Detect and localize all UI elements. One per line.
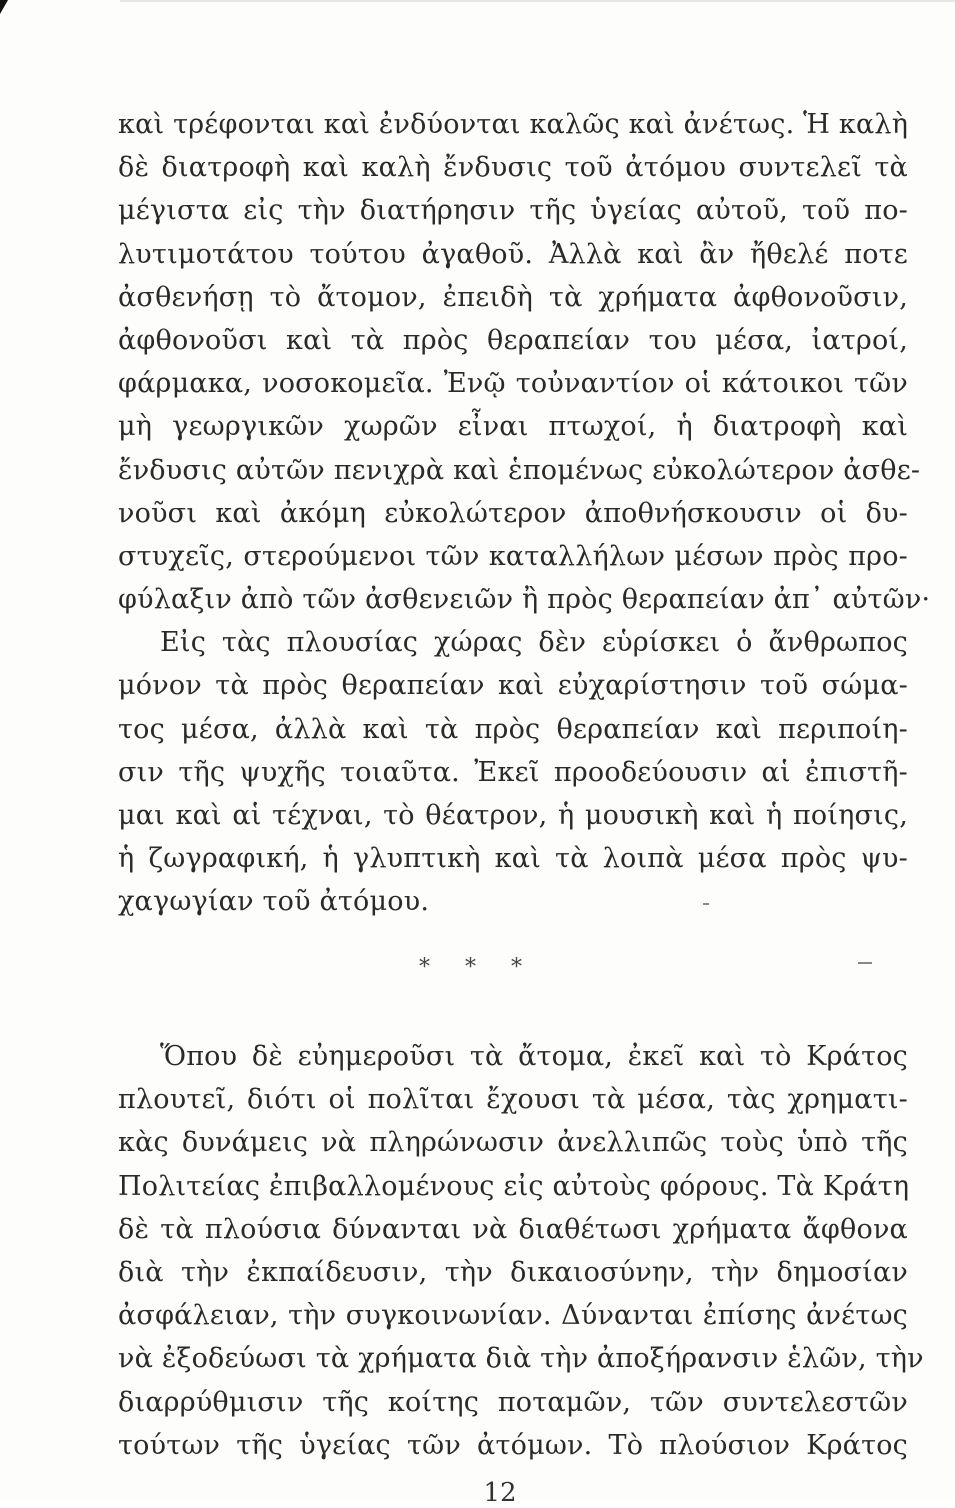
- text-line: νοῦσι καὶ ἀκόμη εὐκολώτερον ἀποθνήσκουσιν οἱ δυ-: [118, 497, 908, 529]
- text-line: χαγωγίαν τοῦ ἀτόμου.: [118, 886, 430, 918]
- text-line: νὰ ἐξοδεύωσι τὰ χρήματα διὰ τὴν ἀποξήρανσιν ἑλῶν, τὴν: [118, 1343, 924, 1375]
- text-line: τος μέσα, ἀλλὰ καὶ τὰ πρὸς θεραπείαν καὶ περιποίη-: [118, 713, 908, 745]
- text-line: λυτιμοτάτου τούτου ἀγαθοῦ. Ἀλλὰ καὶ ἂν ἤθελέ ποτε: [118, 238, 908, 270]
- text-line: διαρρύθμισιν τῆς κοίτης ποταμῶν, τῶν συντελεστῶν: [118, 1386, 908, 1418]
- text-line: ἀσφάλειαν, τὴν συγκοινωνίαν. Δύνανται ἐπίσης ἀνέτως: [118, 1300, 908, 1332]
- text-line: μαι καὶ αἱ τέχναι, τὸ θέατρον, ἡ μουσικὴ καὶ ἡ ποίησις,: [118, 800, 908, 831]
- text-line: φύλαξιν ἀπὸ τῶν ἀσθενειῶν ἢ πρὸς θεραπείαν ἀπ᾽ αὐτῶν·: [118, 584, 931, 616]
- text-line: Ὅπου δὲ εὐημεροῦσι τὰ ἄτομα, ἐκεῖ καὶ τὸ Κράτος: [160, 1041, 908, 1072]
- paragraph-1: [118, 103, 931, 621]
- text-line: μόνον τὰ πρὸς θεραπείαν καὶ εὐχαρίστησιν τοῦ σώμα-: [118, 670, 908, 702]
- text-line: τούτων τῆς ὑγείας τῶν ἀτόμων. Τὸ πλούσιον Κράτος: [118, 1429, 908, 1461]
- scan-corner-mark: [0, 0, 8, 14]
- text-line: Πολιτείας ἐπιβαλλομένους εἰς αὐτοὺς φόρους. Τὰ Κράτη: [118, 1170, 910, 1202]
- text-line: ἀσθενήσῃ τὸ ἄτομον, ἐπειδὴ τὰ χρήματα ἀφθονοῦσιν,: [118, 281, 908, 313]
- main-text-upper: [118, 103, 931, 924]
- main-text-lower: [118, 1035, 924, 1467]
- paragraph-2: [118, 621, 908, 923]
- page-number: 12: [483, 1478, 517, 1508]
- text-line: ἀφθονοῦσι καὶ τὰ πρὸς θεραπείαν του μέσα, ἰατροί,: [118, 324, 908, 356]
- text-line: πλουτεῖ, διότι οἱ πολῖται ἔχουσι τὰ μέσα, τὰς χρηματι-: [118, 1084, 908, 1116]
- text-line: δὲ τὰ πλούσια δύνανται νὰ διαθέτωσι χρήματα ἄφθονα: [118, 1213, 908, 1245]
- text-line: σιν τῆς ψυχῆς τοιαῦτα. Ἐκεῖ προοδεύουσιν αἱ ἐπιστῆ-: [118, 756, 908, 788]
- text-line: φάρμακα, νοσοκομεῖα. Ἐνῷ τοὐναντίον οἱ κάτοικοι τῶν: [118, 368, 908, 400]
- text-line: καὶ τρέφονται καὶ ἐνδύονται καλῶς καὶ ἀνέτως. Ἡ καλὴ: [118, 109, 909, 140]
- scan-top-edge: [120, 0, 955, 2]
- text-line: στυχεῖς, στερούμενοι τῶν καταλλήλων μέσων πρὸς προ-: [118, 540, 908, 572]
- text-line: Εἰς τὰς πλουσίας χώρας δὲν εὑρίσκει ὁ ἄνθρωπος: [160, 627, 908, 659]
- scan-speck: [703, 903, 709, 905]
- paragraph-3: [118, 1035, 924, 1467]
- text-line: μέγιστα εἰς τὴν διατήρησιν τῆς ὑγείας αὐτοῦ, τοῦ πο-: [118, 195, 908, 227]
- text-line: ἔνδυσις αὐτῶν πενιχρὰ καὶ ἑπομένως εὐκολώτερον ἀσθε-: [118, 454, 921, 486]
- text-line: μὴ γεωργικῶν χωρῶν εἶναι πτωχοί, ἡ διατροφὴ καὶ: [118, 411, 908, 443]
- text-line: δὲ διατροφὴ καὶ καλὴ ἔνδυσις τοῦ ἀτόμου συντελεῖ τὰ: [118, 152, 908, 184]
- text-line: ἡ ζωγραφική, ἡ γλυπτικὴ καὶ τὰ λοιπὰ μέσα πρὸς ψυ-: [118, 843, 908, 875]
- text-line: διὰ τὴν ἐκπαίδευσιν, τὴν δικαιοσύνην, τὴν δημοσίαν: [118, 1256, 908, 1288]
- text-line: κὰς δυνάμεις νὰ πληρώνωσιν ἀνελλιπῶς τοὺς ὑπὸ τῆς: [118, 1127, 908, 1159]
- section-separator: * * *: [419, 955, 536, 980]
